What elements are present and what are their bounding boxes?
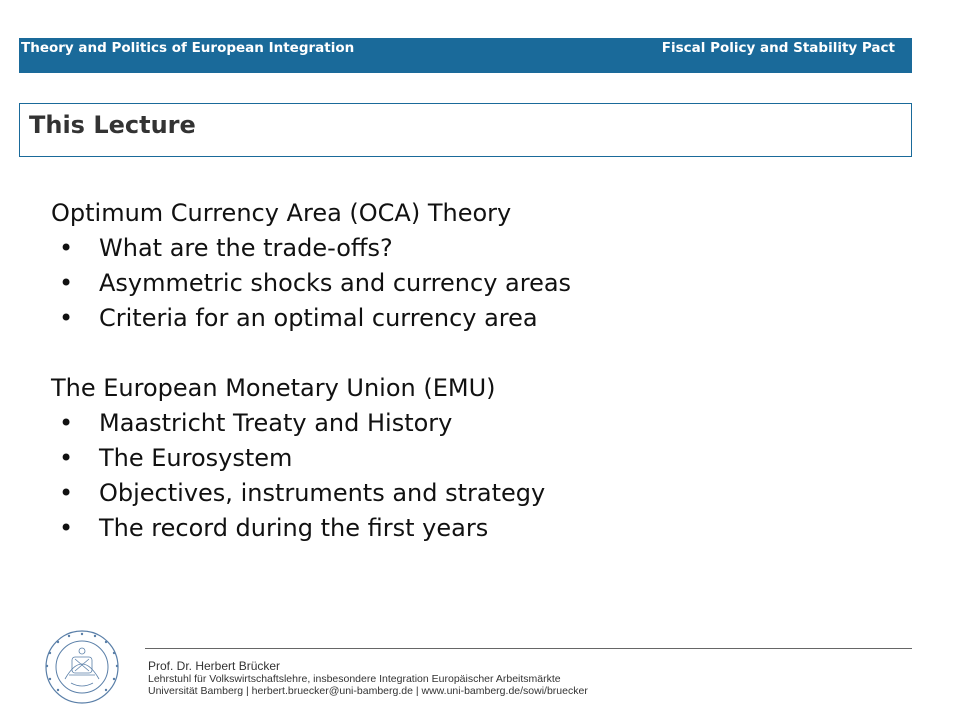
slide-content: [51, 196, 891, 546]
header-bar: [19, 38, 912, 73]
bullet-icon: •: [59, 444, 74, 472]
bullet-icon: •: [59, 304, 74, 332]
bullet-text: Maastricht Treaty and History: [99, 409, 453, 437]
bullet-icon: •: [59, 234, 74, 262]
footer-divider: [145, 648, 912, 649]
bullet-icon: •: [59, 479, 74, 507]
footer: [148, 659, 588, 697]
bullet-text: The Eurosystem: [99, 444, 293, 472]
bullet-icon: •: [59, 409, 74, 437]
bullet-text: What are the trade-offs?: [99, 234, 393, 262]
title-box: [19, 103, 912, 157]
bullet-text: Criteria for an optimal currency area: [99, 304, 538, 332]
list-item: [51, 301, 891, 336]
bullet-text: Asymmetric shocks and currency areas: [99, 269, 572, 297]
list-item: [51, 266, 891, 301]
bullet-text: Objectives, instruments and strategy: [99, 479, 546, 507]
topic-title: Fiscal Policy and Stability Pact: [661, 40, 895, 56]
presenter-name: Prof. Dr. Herbert Brücker: [148, 659, 281, 673]
list-item: [51, 231, 891, 266]
university-seal-icon: [35, 629, 129, 705]
list-item: [51, 476, 891, 511]
bullet-text: The record during the first years: [99, 514, 489, 542]
contact-line: Universität Bamberg | herbert.bruecker@uni-bamberg.de | www.uni-bamberg.de/sowi/bruecker: [148, 685, 588, 697]
list-item: [51, 406, 891, 441]
section-heading-oca: Optimum Currency Area (OCA) Theory: [51, 199, 512, 227]
section-heading-emu: The European Monetary Union (EMU): [51, 374, 496, 402]
bullet-icon: •: [59, 514, 74, 542]
list-item: [51, 511, 891, 546]
bullet-icon: •: [59, 269, 74, 297]
chair-name: Lehrstuhl für Volkswirtschaftslehre, insbesondere Integration Europäischer Arbeitsmärkte: [148, 673, 561, 685]
list-item: [51, 441, 891, 476]
course-title: Theory and Politics of European Integration: [21, 40, 355, 56]
slide-title: This Lecture: [29, 111, 196, 139]
